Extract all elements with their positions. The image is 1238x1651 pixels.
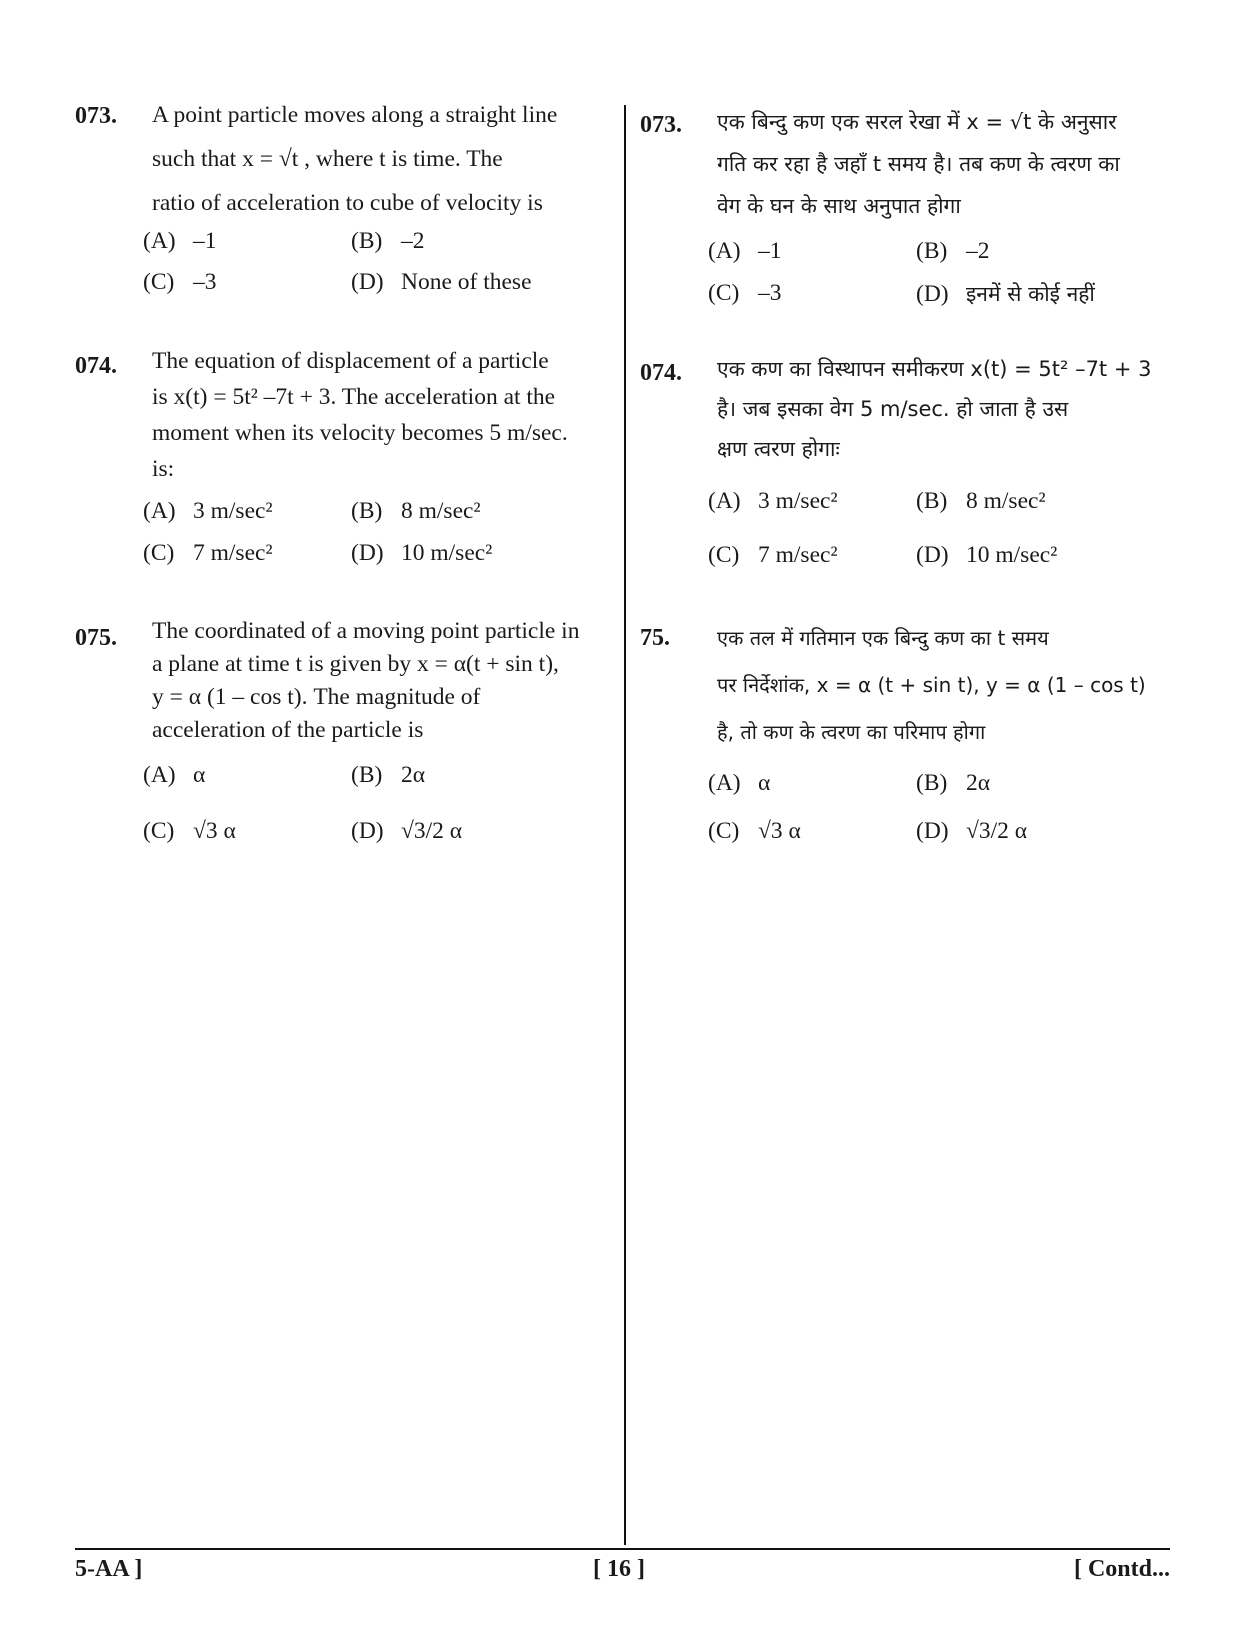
question-text bbox=[717, 615, 1170, 756]
question-line: एक तल में गतिमान एक बिन्दु कण का t समय bbox=[717, 626, 1049, 650]
question-line: है। जब इसका वेग 5 m/sec. हो जाता है उस bbox=[717, 397, 1069, 421]
question-line: is: bbox=[152, 456, 175, 482]
question-number: 075. bbox=[75, 625, 117, 651]
option-d[interactable]: (D) None of these bbox=[351, 269, 532, 295]
question-line: The coordinated of a moving point particle in bbox=[152, 618, 580, 644]
option-b[interactable]: (B) 8 m/sec² bbox=[351, 498, 481, 524]
question-line: पर निर्देशांक, x = α (t + sin t), y = α (1 – cos t) bbox=[717, 673, 1146, 697]
option-a[interactable]: (A) –1 bbox=[143, 228, 217, 254]
continued-label: [ Contd... bbox=[1073, 1556, 1170, 1582]
question-line: moment when its velocity becomes 5 m/sec. bbox=[152, 420, 568, 446]
question-number: 073. bbox=[640, 112, 682, 138]
option-b[interactable]: (B) 2α bbox=[351, 762, 426, 788]
option-c[interactable]: (C) 7 m/sec² bbox=[708, 542, 838, 568]
question-line: The equation of displacement of a particle bbox=[152, 348, 549, 374]
question-line: acceleration of the particle is bbox=[152, 717, 424, 743]
option-c[interactable]: (C) 7 m/sec² bbox=[143, 540, 273, 566]
question-line: such that x = √t , where t is time. The bbox=[152, 146, 503, 172]
option-d[interactable]: (D) इनमें से कोई नहीं bbox=[916, 281, 1095, 307]
question-number: 074. bbox=[640, 360, 682, 386]
option-a[interactable]: (A) α bbox=[708, 770, 771, 796]
question-text bbox=[717, 349, 1170, 469]
question-number: 75. bbox=[640, 625, 670, 651]
page-number: [ 16 ] bbox=[593, 1556, 645, 1582]
question-line: y = α (1 – cos t). The magnitude of bbox=[152, 684, 481, 710]
question-line: ratio of acceleration to cube of velocity is bbox=[152, 190, 543, 216]
option-b[interactable]: (B) –2 bbox=[351, 228, 425, 254]
option-a[interactable]: (A) 3 m/sec² bbox=[143, 498, 273, 524]
question-text bbox=[152, 93, 605, 225]
column-divider bbox=[624, 105, 626, 1545]
option-c[interactable]: (C) √3 α bbox=[143, 818, 236, 844]
question-line: is x(t) = 5t² –7t + 3. The acceleration at the bbox=[152, 384, 556, 410]
question-line: क्षण त्वरण होगाः bbox=[717, 437, 840, 461]
question-line: एक बिन्दु कण एक सरल रेखा में x = √t के अनुसार bbox=[717, 110, 1117, 134]
option-a[interactable]: (A) α bbox=[143, 762, 206, 788]
option-d[interactable]: (D) 10 m/sec² bbox=[351, 540, 493, 566]
question-number: 074. bbox=[75, 353, 117, 379]
question-line: है, तो कण के त्वरण का परिमाप होगा bbox=[717, 720, 986, 744]
question-line: एक कण का विस्थापन समीकरण x(t) = 5t² –7t + 3 bbox=[717, 357, 1152, 381]
option-a[interactable]: (A) 3 m/sec² bbox=[708, 488, 838, 514]
option-a[interactable]: (A) –1 bbox=[708, 238, 782, 264]
option-d[interactable]: (D) 10 m/sec² bbox=[916, 542, 1058, 568]
question-line: A point particle moves along a straight line bbox=[152, 102, 558, 128]
option-b[interactable]: (B) 8 m/sec² bbox=[916, 488, 1046, 514]
option-b[interactable]: (B) 2α bbox=[916, 770, 991, 796]
question-text bbox=[152, 615, 605, 747]
footer-rule bbox=[75, 1548, 1170, 1550]
option-c[interactable]: (C) –3 bbox=[143, 269, 217, 295]
question-text bbox=[717, 101, 1170, 227]
question-line: गति कर रहा है जहाँ t समय है। तब कण के त्वरण का bbox=[717, 152, 1120, 176]
question-line: a plane at time t is given by x = α(t + sin t), bbox=[152, 651, 559, 677]
option-d[interactable]: (D) √3/2 α bbox=[916, 818, 1028, 844]
paper-code: 5-AA ] bbox=[75, 1556, 143, 1582]
option-d[interactable]: (D) √3/2 α bbox=[351, 818, 463, 844]
option-b[interactable]: (B) –2 bbox=[916, 238, 990, 264]
question-line: वेग के घन के साथ अनुपात होगा bbox=[717, 194, 961, 218]
question-number: 073. bbox=[75, 103, 117, 129]
option-c[interactable]: (C) –3 bbox=[708, 280, 782, 306]
option-c[interactable]: (C) √3 α bbox=[708, 818, 801, 844]
question-text bbox=[152, 343, 605, 487]
